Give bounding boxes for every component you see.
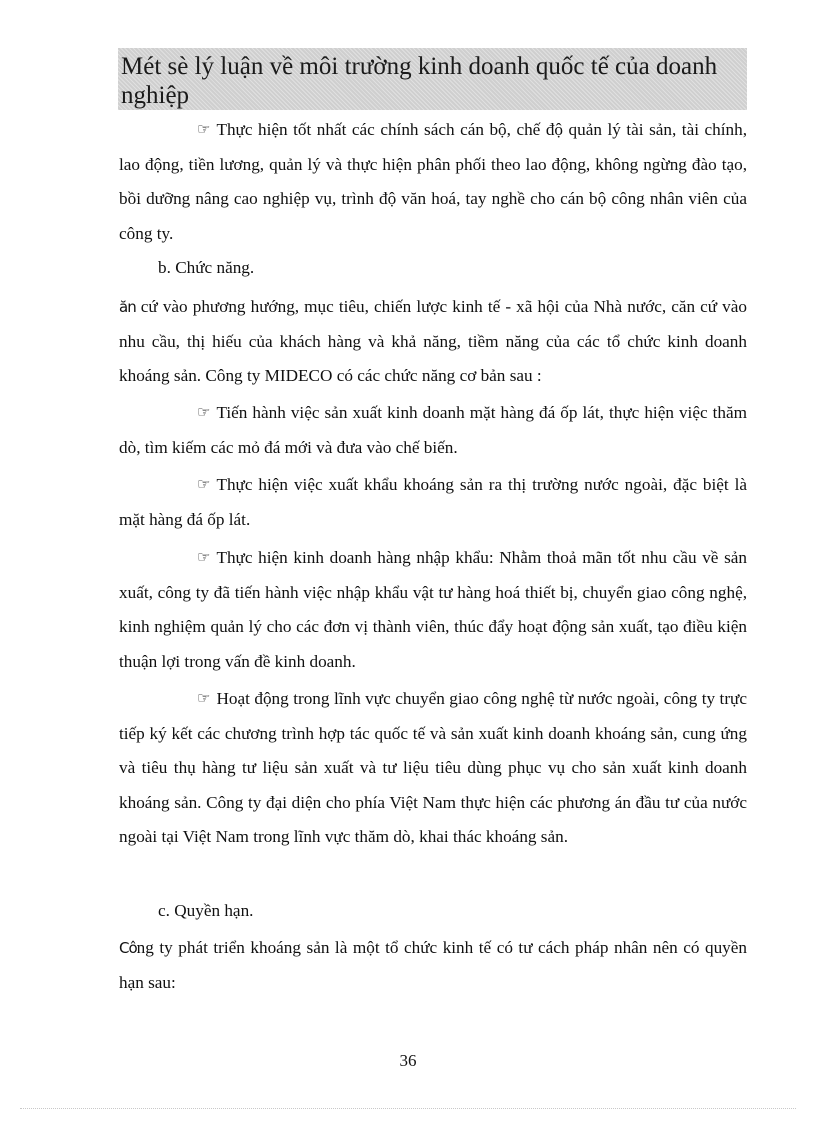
paragraph-functions-intro (119, 290, 747, 394)
pointing-hand-icon: ☞ (197, 122, 211, 138)
paragraph-production-text: Tiến hành việc sản xuất kinh doanh mặt hàng đá ốp lát, thực hiện việc thăm dò, tìm kiếm các mỏ đá mới và đưa vào chế biến. (119, 403, 747, 457)
page-number: 36 (399, 1051, 417, 1070)
paragraph-rights-text: ng ty phát triển khoáng sản là một tổ chức kinh tế có tư cách pháp nhân nên có quyền hạn sau: (119, 938, 747, 992)
pointing-hand-icon: ☞ (197, 405, 211, 421)
paragraph-import (119, 541, 747, 679)
paragraph-production (119, 396, 747, 465)
paragraph-functions-intro-glyph: ăn (119, 298, 136, 316)
paragraph-rights-glyph: Cô (119, 939, 137, 957)
paragraph-rights (119, 931, 747, 1000)
paragraph-policies-text: Thực hiện tốt nhất các chính sách cán bộ, chế độ quản lý tài sản, tài chính, lao động, tiền lương, quản lý và thực hiện phân phối theo lao động, không ngừng đào tạo, bồi dưỡng nâng cao nghiệp vụ, trình độ văn hoá, tay nghề cho cán bộ công nhân viên của công ty. (119, 120, 747, 243)
paragraph-export (119, 468, 747, 537)
paragraph-technology-transfer-text: Hoạt động trong lĩnh vực chuyển giao công nghệ từ nước ngoài, công ty trực tiếp ký kết các chương trình hợp tác quốc tế và sản xuất kinh doanh khoáng sản, cung ứng và tiêu thụ hàng tư liệu sản xuất và tư liệu tiêu dùng phục vụ cho sản xuất kinh doanh khoáng sản. Công ty đại diện cho phía Việt Nam thực hiện các phương án đầu tư của nước ngoài tại Việt Nam trong lĩnh vực thăm dò, khai thác khoáng sản. (119, 689, 747, 846)
page-header-title: Mét sè lý luận về môi trường kinh doanh quốc tế của doanh nghiệp (121, 53, 718, 109)
pointing-hand-icon: ☞ (197, 477, 211, 493)
pointing-hand-icon: ☞ (197, 691, 211, 707)
paragraph-export-text: Thực hiện việc xuất khẩu khoáng sản ra thị trường nước ngoài, đặc biệt là mặt hàng đá ốp lát. (119, 475, 747, 529)
paragraph-functions-intro-text: cứ vào phương hướng, mục tiêu, chiến lược kinh tế - xã hội của Nhà nước, căn cứ vào nhu cầu, thị hiếu của khách hàng và khả năng, tiềm năng của các tổ chức kinh doanh khoáng sản. Công ty MIDECO có các chức năng cơ bản sau : (119, 297, 747, 385)
paragraph-import-text: Thực hiện kinh doanh hàng nhập khẩu: Nhằm thoả mãn tốt nhu cầu về sản xuất, công ty đã tiến hành việc nhập khẩu vật tư hàng hoá thiết bị, chuyển giao công nghệ, kinh nghiệm quản lý cho các đơn vị thành viên, thúc đẩy hoạt động sản xuất, tạo điều kiện thuận lợi trong vấn đề kinh doanh. (119, 548, 747, 671)
pointing-hand-icon: ☞ (197, 550, 211, 566)
section-heading-functions: b. Chức năng. (158, 258, 255, 277)
paragraph-technology-transfer (119, 682, 747, 855)
footer-divider (20, 1108, 796, 1109)
section-heading-rights: c. Quyền hạn. (158, 901, 254, 920)
paragraph-policies (119, 113, 747, 251)
